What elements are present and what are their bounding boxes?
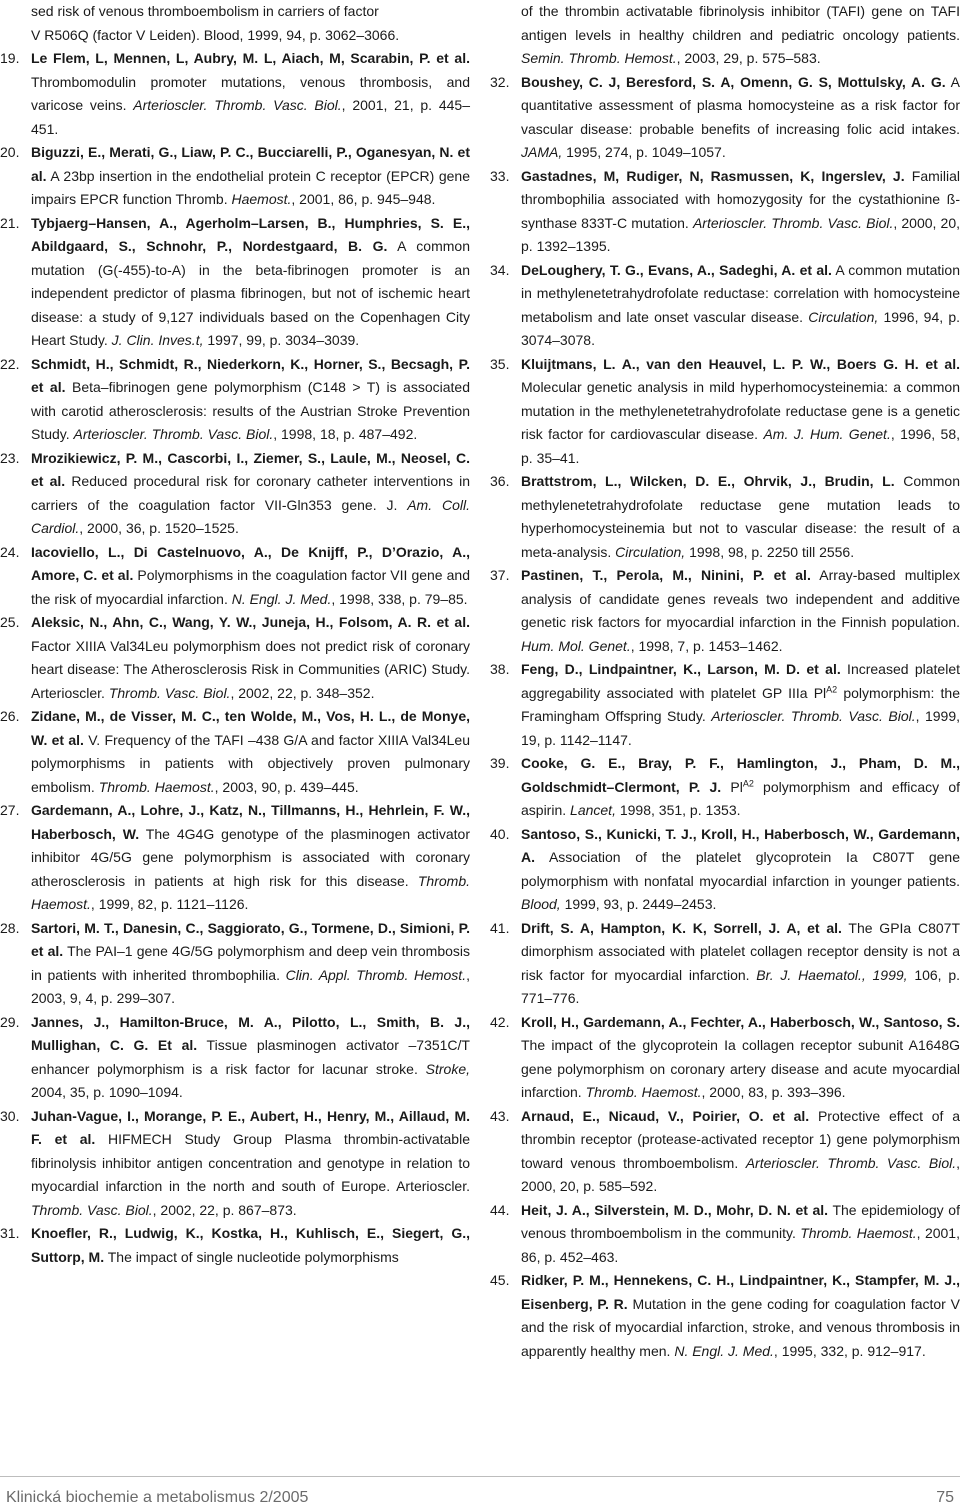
reference-text [31, 1222, 470, 1269]
reference-authors: Pastinen, T., Perola, M., Ninini, P. et al. [521, 567, 811, 583]
reference-citation: , 2000, 36, p. 1520–1525. [79, 520, 239, 536]
reference-item [490, 823, 960, 917]
reference-authors: Feng, D., Lindpaintner, K., Larson, M. D. et al. [521, 661, 841, 677]
reference-text [31, 917, 470, 1011]
reference-title: Molecular genetic analysis in mild hyperhomocysteinemia: a common mutation in the methylenetetrahydrofolate reductase gene is a genetic risk factor for cardiovascular disease. [521, 379, 960, 442]
reference-number: 37. [490, 567, 510, 583]
reference-number: 29. [0, 1013, 20, 1030]
reference-item [490, 470, 960, 564]
reference-title: Protective effect of a thrombin receptor (protease-activated receptor 1) gene polymorphism toward venous thromboembolism. [521, 1107, 960, 1171]
reference-text [521, 165, 960, 259]
reference-text [521, 1011, 960, 1105]
reference-item [0, 141, 470, 212]
reference-text [521, 71, 960, 165]
reference-citation: , 1999, 19, p. 1142–1147. [521, 708, 960, 748]
reference-journal: Circulation, [808, 308, 879, 325]
reference-authors: Mrozikiewicz, P. M., Cascorbi, I., Ziemer, S., Laule, M., Neosel, C. et al. [31, 449, 470, 489]
reference-title: Beta–fibrinogen gene polymorphism (C148 > T) is associated with carotid atherosclerosis: results of the Austrian Stroke Prevention Study. [31, 379, 470, 442]
reference-title: Common methylenetetrahydrofolate reductase gene mutation leads to hyperhomocysteinemia but not to vascular disease: the result of a meta-analysis. [521, 473, 960, 560]
reference-citation: , 1998, 7, p. 1453–1462. [630, 637, 783, 654]
reference-title: Pl [721, 778, 743, 795]
reference-item [490, 1269, 960, 1363]
reference-authors: Ridker, P. M., Hennekens, C. H., Lindpaintner, K., Stampfer, M. J., Eisenberg, P. R. [521, 1272, 960, 1312]
reference-citation: , 1998, 338, p. 79–85. [331, 590, 468, 607]
right-column [490, 0, 960, 1363]
reference-item [0, 1105, 470, 1223]
footer-rule [0, 1476, 960, 1477]
reference-text [31, 705, 470, 799]
reference-authors: Arnaud, E., Nicaud, V., Poirier, O. et al. [521, 1107, 810, 1124]
reference-text [521, 470, 960, 564]
reference-title: A common mutation in methylenetetrahydrofolate reductase: correlation with homocysteine metabolism and late onset vascular disease. [521, 261, 960, 325]
reference-journal: JAMA, [521, 144, 563, 160]
left-column [0, 0, 470, 1269]
reference-item [0, 353, 470, 447]
reference-title-cont: polymorphism and efficacy of aspirin. [521, 778, 960, 818]
reference-citation: 1998, 98, p. 2250 till 2556. [685, 543, 855, 560]
reference-superscript: A2 [742, 777, 754, 788]
reference-authors: Knoefler, R., Ludwig, K., Kostka, H., Kuhlisch, E., Siegert, G., Suttorp, M. [31, 1225, 470, 1265]
reference-title-cont: polymorphism: the Framingham Offspring Study. [521, 684, 960, 724]
reference-title: Tissue plasminogen activator –7351C/T enhancer polymorphism is a risk factor for lacunar stroke. [31, 1037, 470, 1077]
reference-title: Familial thrombophilia associated with homozygosity for the cystathionine ß-synthase 833T-C mutation. [521, 167, 960, 231]
reference-item [0, 541, 470, 612]
reference-number: 40. [490, 825, 510, 842]
reference-authors: Tybjaerg–Hansen, A., Agerholm–Larsen, B., Humphries, S. E., Abildgaard, S., Schnohr, P., Nordestgaard, B. G. [31, 214, 470, 254]
reference-authors: Heit, J. A., Silverstein, M. D., Mohr, D. N. et al. [521, 1201, 829, 1218]
reference-journal: Haemost. [231, 191, 292, 207]
reference-journal: Arterioscler. Thromb. Vasc. Biol. [745, 1154, 957, 1171]
reference-number: 42. [490, 1013, 510, 1030]
reference-journal: Clin. Appl. Thromb. Hemost. [285, 966, 467, 983]
reference-item [490, 165, 960, 259]
reference-title: The 4G4G genotype of the plasminogen activator inhibitor 4G/5G gene polymorphism is associated with coronary atherosclerosis in patients at high risk for this disease. [31, 825, 470, 889]
reference-citation: 1996, 94, p. 3074–3078. [521, 308, 960, 348]
reference-item [490, 917, 960, 1011]
reference-authors: Biguzzi, E., Merati, G., Liaw, P. C., Bucciarelli, P., Oganesyan, N. et al. [31, 144, 470, 184]
reference-journal: Arterioscler. Thromb. Vasc. Biol. [711, 708, 916, 724]
reference-authors: Le Flem, L, Mennen, L, Aubry, M. L, Aiach, M, Scarabin, P. et al. [31, 50, 470, 66]
footer-page-number: 75 [936, 1489, 954, 1506]
reference-citation: , 2002, 22, p. 867–873. [152, 1201, 297, 1218]
reference-title: V. Frequency of the TAFI –438 G/A and factor XIIIA Val34Leu polymorphisms in patients with objectively proven pulmonary embolism. [31, 731, 471, 795]
reference-item [0, 917, 470, 1011]
reference-text [31, 1105, 470, 1223]
reference-text [521, 658, 960, 752]
reference-citation: , 2003, 9, 4, p. 299–307. [31, 966, 470, 1006]
reference-number: 35. [490, 355, 510, 372]
reference-text [31, 541, 470, 612]
reference-number: 38. [490, 661, 510, 677]
reference-text [31, 611, 470, 705]
reference-text [31, 353, 470, 447]
reference-number: 22. [0, 355, 20, 372]
reference-journal: Thromb. Vasc. Biol. [108, 684, 231, 701]
reference-number: 24. [0, 543, 20, 560]
reference-item [0, 1011, 470, 1105]
reference-text [521, 917, 960, 1011]
reference-item [0, 799, 470, 917]
reference-title: A common mutation (G(-455)-to-A) in the beta-fibrinogen promoter is an independent predictor of plasma fibrinogen, but not of ischemic heart disease: a study of 9,127 individuals based on the Copenhagen City Heart Study. [31, 238, 470, 348]
reference-item [490, 658, 960, 752]
reference-number: 19. [0, 50, 20, 66]
reference-text [31, 447, 470, 541]
reference-journal: Thromb. Haemost. [31, 872, 470, 912]
reference-journal: Lancet, [570, 802, 616, 818]
reference-text [521, 823, 960, 917]
reference-title: The PAI–1 gene 4G/5G polymorphism and deep vein thrombosis in patients with inherited thrombophilia. [31, 943, 471, 983]
right-lead-journal: Semin. Thromb. Hemost. [521, 50, 677, 66]
reference-title: Mutation in the gene coding for coagulation factor V and the risk of myocardial infarction, stroke, and venous thrombosis in apparently healthy men. [521, 1295, 960, 1359]
reference-number: 34. [490, 261, 510, 278]
reference-journal: Arterioscler. Thromb. Vasc. Biol. [133, 97, 342, 113]
reference-authors: Boushey, C. J, Beresford, S. A, Omenn, G. S, Mottulsky, A. G. [521, 73, 946, 90]
reference-item [490, 752, 960, 823]
reference-journal: Circulation, [615, 543, 686, 560]
reference-number: 20. [0, 144, 20, 160]
reference-number: 36. [490, 473, 510, 489]
left-lead-text [0, 0, 470, 47]
right-lead-text [490, 0, 960, 71]
reference-journal: Arterioscler. Thromb. Vasc. Biol. [692, 214, 894, 231]
reference-citation: , 2003, 90, p. 439–445. [214, 778, 359, 795]
reference-text [31, 799, 470, 917]
reference-number: 41. [490, 919, 510, 936]
reference-title: The impact of the glycoprotein Ia collagen receptor subunit A1648G gene polymorphism on coronary artery disease and acute myocardial infarction. [521, 1037, 960, 1100]
reference-item [490, 1105, 960, 1199]
reference-authors: Schmidt, H., Schmidt, R., Niederkorn, K., Horner, S., Becsagh, P. et al. [31, 355, 470, 395]
reference-authors: Jannes, J., Hamilton-Bruce, M. A., Pilotto, L., Smith, B. J., Mullighan, C. G. Et al. [31, 1013, 470, 1053]
reference-journal: Thromb. Haemost. [800, 1225, 917, 1241]
reference-superscript: A2 [826, 683, 838, 694]
reference-authors: Zidane, M., de Visser, M. C., ten Wolde, M., Vos, H. L., de Monye, W. et al. [31, 708, 470, 748]
reference-journal: Stroke, [425, 1060, 470, 1077]
reference-authors: Gastadnes, M, Rudiger, N, Rasmussen, K, Ingerslev, J. [521, 167, 905, 184]
reference-text [521, 1199, 960, 1270]
right-lead-tail: , 2003, 29, p. 575–583. [676, 50, 821, 66]
reference-list-right [490, 71, 960, 1364]
reference-item [490, 1011, 960, 1105]
left-lead-line-2: V R506Q (factor V Leiden). Blood, 1999, 94, p. 3062–3066. [31, 26, 400, 43]
reference-citation: , 2000, 20, p. 585–592. [521, 1154, 960, 1194]
reference-number: 43. [490, 1107, 510, 1124]
reference-journal: Am. J. Hum. Genet. [763, 426, 891, 442]
reference-citation: 2004, 35, p. 1090–1094. [31, 1084, 183, 1100]
reference-journal: Thromb. Vasc. Biol. [31, 1201, 153, 1218]
reference-journal: Arterioscler. Thromb. Vasc. Biol. [73, 426, 274, 442]
reference-citation: , 2001, 86, p. 945–948. [291, 191, 436, 207]
reference-authors: Cooke, G. E., Bray, P. F., Hamlington, J., Pham, D. M., Goldschmidt–Clermont, P. J. [521, 755, 960, 795]
reference-number: 21. [0, 214, 20, 231]
reference-authors: DeLoughery, T. G., Evans, A., Sadeghi, A. et al. [521, 261, 832, 278]
reference-title: A 23bp insertion in the endothelial protein C receptor (EPCR) gene impairs EPCR function Thromb. [31, 167, 470, 207]
reference-number: 31. [0, 1225, 20, 1241]
reference-journal: N. Engl. J. Med. [231, 590, 332, 607]
reference-citation: 106, p. 771–776. [521, 966, 960, 1006]
reference-journal: Hum. Mol. Genet. [521, 637, 631, 654]
reference-title: The GPIa C807T dimorphism associated with platelet collagen receptor density is not a risk factor for myocardial infarction. [521, 919, 960, 983]
reference-title: Increased platelet aggregability associated with platelet GP IIIa Pl [521, 661, 960, 701]
reference-title: Thrombomodulin promoter mutations, venous thrombosis, and varicose veins. [31, 73, 470, 113]
reference-number: 26. [0, 708, 20, 724]
reference-citation: , 2001, 21, p. 445–451. [31, 97, 471, 137]
reference-number: 32. [490, 73, 510, 90]
reference-authors: Iacoviello, L., Di Castelnuovo, A., De Knijff, P., D’Orazio, A., Amore, C. et al. [31, 543, 470, 583]
reference-title: The impact of single nucleotide polymorphisms [104, 1248, 399, 1265]
reference-number: 39. [490, 755, 510, 771]
reference-authors: Aleksic, N., Ahn, C., Wang, Y. W., Juneja, H., Folsom, A. R. et al. [31, 614, 470, 630]
reference-citation: , 1995, 332, p. 912–917. [773, 1342, 926, 1359]
reference-journal: Thromb. Haemost. [585, 1084, 702, 1100]
reference-item [0, 611, 470, 705]
reference-number: 30. [0, 1107, 20, 1124]
reference-citation: , 1998, 18, p. 487–492. [273, 426, 418, 442]
reference-text [521, 353, 960, 471]
reference-item [490, 259, 960, 353]
reference-item [490, 71, 960, 165]
reference-citation: 1999, 93, p. 2449–2453. [560, 896, 717, 912]
reference-item [0, 212, 470, 353]
reference-citation: , 2000, 20, p. 1392–1395. [521, 214, 960, 254]
reference-authors: Juhan-Vague, I., Morange, P. E., Aubert, H., Henry, M., Aillaud, M. F. et al. [31, 1107, 470, 1147]
reference-authors: Sartori, M. T., Danesin, C., Saggiorato, G., Tormene, D., Simioni, P. et al. [31, 919, 470, 959]
reference-authors: Kroll, H., Gardemann, A., Fechter, A., Haberbosch, W., Santoso, S. [521, 1013, 960, 1030]
reference-journal: Am. Coll. Cardiol. [31, 496, 470, 536]
reference-citation: 1995, 274, p. 1049–1057. [562, 144, 726, 160]
reference-citation: 1998, 351, p. 1353. [615, 802, 741, 818]
reference-number: 33. [490, 167, 510, 184]
reference-number: 44. [490, 1201, 510, 1218]
reference-journal: N. Engl. J. Med. [674, 1342, 774, 1359]
reference-text [521, 752, 960, 823]
reference-authors: Drift, S. A, Hampton, K. K, Sorrell, J. A, et al. [521, 919, 842, 936]
reference-journal: J. Clin. Inves.t, [111, 332, 204, 348]
left-lead-line-1: sed risk of venous thromboembolism in carriers of factor [31, 3, 379, 19]
reference-title: Association of the platelet glycoprotein Ia C807T gene polymorphism with nonfatal myocardial infarction in younger patients. [521, 849, 960, 889]
reference-authors: Brattstrom, L., Wilcken, D. E., Ohrvik, J., Brudin, L. [521, 473, 895, 489]
reference-authors: Kluijtmans, L. A., van den Heauvel, L. P. W., Boers G. H. et al. [521, 355, 960, 372]
reference-title: Factor XIIIA Val34Leu polymorphism does not predict risk of coronary heart disease: The Atherosclerosis Risk in Communities (ARIC) Study. Arterioscler. [31, 637, 470, 701]
reference-list-left [0, 47, 470, 1269]
reference-title: Reduced procedural risk for coronary catheter interventions in carriers of the coagulation factor VII-Gln353 gene. J. [31, 473, 471, 513]
reference-text [31, 212, 470, 353]
reference-journal: Br. J. Haematol., 1999, [756, 966, 908, 983]
reference-title: A quantitative assessment of plasma homocysteine as a risk factor for vascular disease: probable benefits of increasing folic acid intakes. [521, 73, 960, 137]
footer-journal-title: Klinická biochemie a metabolismus 2/2005 [6, 1489, 309, 1506]
reference-citation: , 2002, 22, p. 348–352. [230, 684, 375, 701]
reference-text [521, 564, 960, 658]
reference-number: 45. [490, 1272, 510, 1288]
reference-title: The epidemiology of venous thromboembolism in the community. [521, 1201, 960, 1241]
reference-text [31, 47, 470, 141]
reference-citation: , 1999, 82, p. 1121–1126. [90, 896, 249, 912]
reference-item [490, 1199, 960, 1270]
reference-title: HIFMECH Study Group Plasma thrombin-activatable fibrinolysis inhibitor antigen concentration and genotype in relation to myocardial infarction in the north and south of Europe. Arterioscler. [31, 1131, 470, 1194]
reference-citation: , 2000, 83, p. 393–396. [701, 1084, 846, 1100]
reference-item [490, 353, 960, 471]
reference-item [0, 705, 470, 799]
reference-journal: Thromb. Haemost. [98, 778, 215, 795]
right-lead-body: of the thrombin activatable fibrinolysis inhibitor (TAFI) gene on TAFI antigen levels in healthy children and pediatric oncology patients. [521, 3, 960, 43]
reference-text [521, 1105, 960, 1199]
reference-number: 28. [0, 919, 20, 936]
reference-text [521, 1269, 960, 1363]
reference-text [31, 141, 470, 212]
reference-item [0, 1222, 470, 1269]
reference-title: Array-based multiplex analysis of candidate genes reveals two independent and additive genetic risk factors for myocardial infarction in the Finnish population. [521, 567, 960, 630]
reference-citation: 1997, 99, p. 3034–3039. [203, 332, 360, 348]
reference-number: 23. [0, 449, 20, 466]
reference-text [521, 259, 960, 353]
reference-item [0, 447, 470, 541]
reference-journal: Blood, [521, 896, 561, 912]
reference-item [0, 47, 470, 141]
reference-text [31, 1011, 470, 1105]
reference-item [490, 564, 960, 658]
reference-citation: , 1996, 58, p. 35–41. [521, 426, 960, 466]
reference-authors: Gardemann, A., Lohre, J., Katz, N., Tillmanns, H., Hehrlein, F. W., Haberbosch, W. [31, 802, 470, 842]
reference-title: Polymorphisms in the coagulation factor VII gene and the risk of myocardial infarction. [31, 567, 470, 607]
reference-number: 25. [0, 614, 20, 630]
reference-authors: Santoso, S., Kunicki, T. J., Kroll, H., Haberbosch, W., Gardemann, A. [521, 825, 960, 865]
reference-number: 27. [0, 802, 20, 818]
reference-citation: , 2001, 86, p. 452–463. [521, 1225, 960, 1265]
